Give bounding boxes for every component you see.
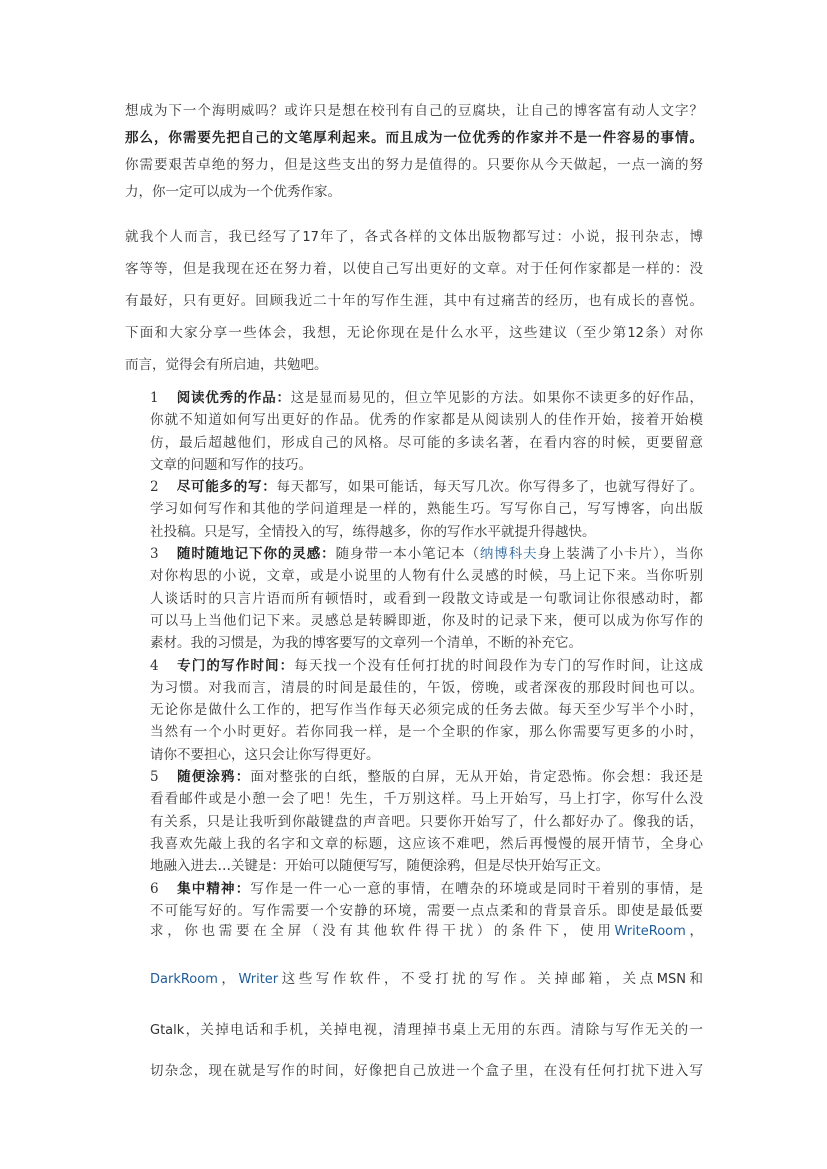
tip-1-line: 你就不知道如何写出更好的作品。优秀的作家都是从阅读别人的佳作开始，接着开始模	[150, 412, 703, 429]
tip-5-title: 随便涂鸦：	[176, 769, 251, 786]
tip-1-heading-line: 1 阅读优秀的作品：这是显而易见的，但立竿见影的方法。如果你不读更多的好作品，	[150, 390, 703, 406]
tip-3-line: 对你构思的小说，文章，或是小说里的人物有什么灵感的时候，马上记下来。当你听别	[150, 568, 703, 585]
tip-4-line: 无论你是做什么工作的，把写作当作每天必须完成的任务去做。每天至少写半个小时，	[150, 702, 703, 719]
tip-4-heading-line: 4 专门的写作时间：每天找一个没有任何打扰的时间段作为专门的写作时间，让这成	[150, 657, 703, 674]
intro-bold-line: 那么，你需要先把自己的文笔厚利起来。而且成为一位优秀的作家并不是一件容易的事情。	[125, 130, 703, 146]
intro-line: 你需要艰苦卓绝的努力，但是这些支出的努力是值得的。只要你从今天做起，一点一滴的努	[125, 157, 703, 173]
story-line: 就我个人而言，我已经写了17年了，各式各样的文体出版物都写过：小说，报刊杂志，博	[125, 229, 703, 245]
tip-6-line: 求，你也需要在全屏（没有其他软件得干扰）的条件下，使用WriteRoom，	[150, 923, 703, 939]
writer-link[interactable]: Writer	[238, 972, 279, 987]
writeroom-link[interactable]: WriteRoom	[614, 924, 686, 939]
tip-6-line: 不可能写好的。写作需要一个安静的环境，需要一点点柔和的背景音乐。即使是最低要	[150, 902, 703, 919]
tip-4-line: 当然有一个小时更好。若你同我一样，是一个全职的作家，那么你需要写更多的小时，	[150, 724, 703, 741]
tip-3-title: 随时随地记下你的灵感：	[176, 546, 336, 563]
tip-4-title: 专门的写作时间：	[176, 657, 295, 674]
tip-1-line: 文章的问题和写作的技巧。	[150, 456, 312, 473]
story-line: 有最好，只有更好。回顾我近二十年的写作生涯，其中有过痛苦的经历，也有成长的喜悦。	[125, 293, 703, 309]
tip-4-line: 为习惯。对我而言，清晨的时间是最佳的，午饭，傍晚，或者深夜的那段时间也可以。	[150, 679, 703, 696]
tip-3-line: 素材。我的习惯是，为我的博客要写的文章列一个清单，不断的补充它。	[150, 635, 582, 652]
tip-1-line: 仿，最后超越他们，形成自己的风格。尽可能的多读名著，在看内容的时候，更要留意	[150, 434, 703, 451]
darkroom-link[interactable]: DarkRoom	[150, 972, 218, 987]
nabokov-link[interactable]: 纳博科夫	[479, 546, 538, 563]
tip-1-title: 阅读优秀的作品：	[176, 390, 291, 406]
tip-6-heading-line: 6 集中精神：写作是一件一心一意的事情，在嘈杂的环境或是同时干着别的事情，是	[150, 880, 703, 897]
story-line: 客等等，但是我现在还在努力着，以使自己写出更好的文章。对于任何作家都是一样的：没	[125, 261, 703, 277]
tip-3-heading-line: 3 随时随地记下你的灵感：随身带一本小笔记本（纳博科夫身上装满了小卡片），当你	[150, 546, 703, 563]
tip-5-line: 看看邮件或是小憩一会了吧！先生，千万别这样。马上开始写，马上打字，你写什么没	[150, 791, 703, 808]
tip-2-line: 学习如何写作和其他的学问道理是一样的，熟能生巧。写写你自己，写写博客，向出版	[150, 501, 703, 518]
tip-3-line: 可以马上当他们记下来。灵感总是转瞬即逝，你及时的记录下来，便可以成为你写作的	[150, 612, 703, 629]
intro-line: 力，你一定可以成为一个优秀作家。	[125, 184, 341, 200]
tip-2-line: 社投稿。只是写，全情投入的写，练得越多，你的写作水平就提升得越快。	[150, 523, 596, 540]
intro-line: 想成为下一个海明威吗？或许只是想在校刊有自己的豆腐块，让自己的博客富有动人文字？	[125, 103, 703, 119]
tip-6-title: 集中精神：	[176, 880, 251, 897]
tip-3-line: 人谈话时的只言片语而所有顿悟时，或看到一段散文诗或是一句歌词让你很感动时，都	[150, 590, 703, 607]
tip-5-heading-line: 5 随便涂鸦：面对整张的白纸，整版的白屏，无从开始，肯定恐怖。你会想：我还是	[150, 769, 703, 786]
author-story-paragraph	[125, 221, 703, 381]
tip-6-continued	[150, 912, 703, 1090]
story-line: 而言，觉得会有所启迪，共勉吧。	[125, 357, 328, 373]
tip-2-title: 尽可能多的写：	[176, 479, 277, 496]
intro-paragraph	[125, 98, 703, 206]
story-line: 下面和大家分享一些体会，我想，无论你现在是什么水平，这些建议（至少第12条）对你	[125, 325, 703, 341]
tip-5-line: 地融入进去…关键是：开始可以随便写写，随便涂鸦，但是尽快开始写正文。	[150, 858, 609, 875]
tip-2-heading-line: 2 尽可能多的写：每天都写，如果可能话，每天写几次。你写得多了，也就写得好了。	[150, 479, 703, 496]
tip-5-line: 有关系，只是让我听到你敲键盘的声音吧。只要你开始写了，什么都好办了。像我的话，	[150, 813, 703, 830]
tips-list	[150, 387, 703, 922]
tip-6-line: Gtalk，关掉电话和手机，关掉电视，清理掉书桌上无用的东西。清除与写作无关的一	[150, 1022, 703, 1038]
tip-5-line: 我喜欢先敲上我的名字和文章的标题，这应该不难吧，然后再慢慢的展开情节，全身心	[150, 835, 703, 852]
tip-4-line: 请你不要担心，这只会让你写得更好。	[150, 746, 380, 763]
tip-6-line: 切杂念，现在就是写作的时间，好像把自己放进一个盒子里，在没有任何打扰下进入写	[150, 1063, 703, 1079]
tip-6-line: DarkRoom，Writer这些写作软件，不受打扰的写作。关掉邮箱，关点MSN和	[150, 971, 703, 987]
